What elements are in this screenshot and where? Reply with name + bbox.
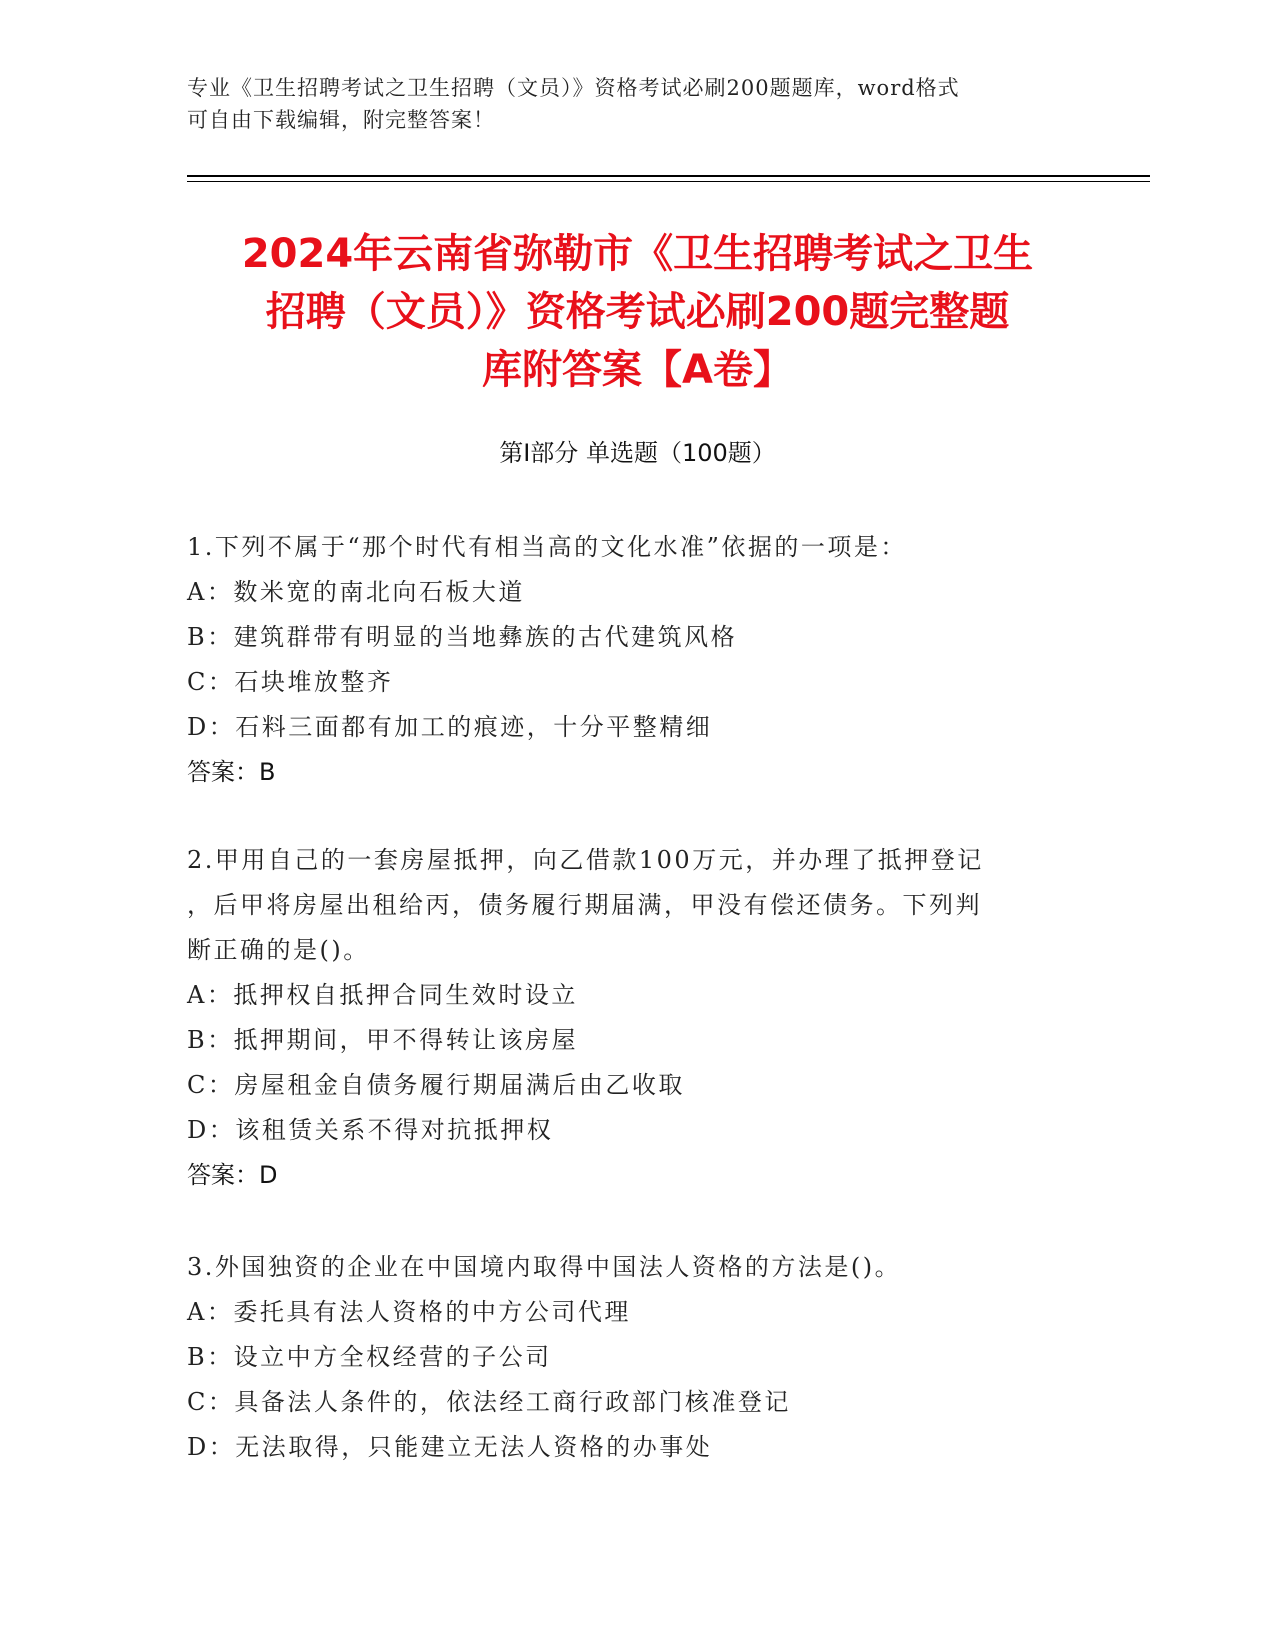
question-stem-line-1: 2.甲用自己的一套房屋抵押，向乙借款100万元，并办理了抵押登记 [187,846,984,874]
header-note [187,72,1067,136]
option-c: C：石块堆放整齐 [187,668,394,696]
document-title [150,225,1125,399]
option-c: C：房屋租金自债务履行期届满后由乙收取 [187,1071,685,1099]
title-line-2: 招聘（文员）》资格考试必刷200题完整题 [265,289,1010,335]
question-stem-line-2: ，后甲将房屋出租给丙，债务履行期届满，甲没有偿还债务。下列判 [187,891,982,919]
title-line-1: 2024年云南省弥勒市《卫生招聘考试之卫生 [241,231,1034,277]
option-a: A：数米宽的南北向石板大道 [187,578,525,606]
header-note-line-1: 专业《卫生招聘考试之卫生招聘（文员）》资格考试必刷200题题库，word格式 [187,76,960,100]
option-b: B：建筑群带有明显的当地彝族的古代建筑风格 [187,623,738,651]
question-3 [187,1245,1067,1470]
header-rule-thick [187,175,1150,177]
option-d: D：石料三面都有加工的痕迹，十分平整精细 [187,713,713,741]
question-stem: 3.外国独资的企业在中国境内取得中国法人资格的方法是()。 [187,1253,902,1281]
answer: 答案：B [187,758,276,786]
section-title: 第Ⅰ部分 单选题（100题） [499,439,776,467]
question-stem: 1.下列不属于“那个时代有相当高的文化水准”依据的一项是： [187,533,907,561]
question-stem-line-3: 断正确的是()。 [187,936,370,964]
option-a: A：委托具有法人资格的中方公司代理 [187,1298,631,1326]
header-rule-thin [187,181,1150,182]
answer: 答案：D [187,1161,278,1189]
option-b: B：设立中方全权经营的子公司 [187,1343,552,1371]
header-note-line-2: 可自由下载编辑，附完整答案！ [187,108,495,132]
option-b: B：抵押期间，甲不得转让该房屋 [187,1026,579,1054]
option-d: D：该租赁关系不得对抗抵押权 [187,1116,554,1144]
option-a: A：抵押权自抵押合同生效时设立 [187,981,578,1009]
title-line-3: 库附答案【A卷】 [482,347,793,393]
question-1 [187,525,1067,795]
option-d: D：无法取得，只能建立无法人资格的办事处 [187,1433,713,1461]
question-2 [187,838,1067,1198]
option-c: C：具备法人条件的，依法经工商行政部门核准登记 [187,1388,791,1416]
